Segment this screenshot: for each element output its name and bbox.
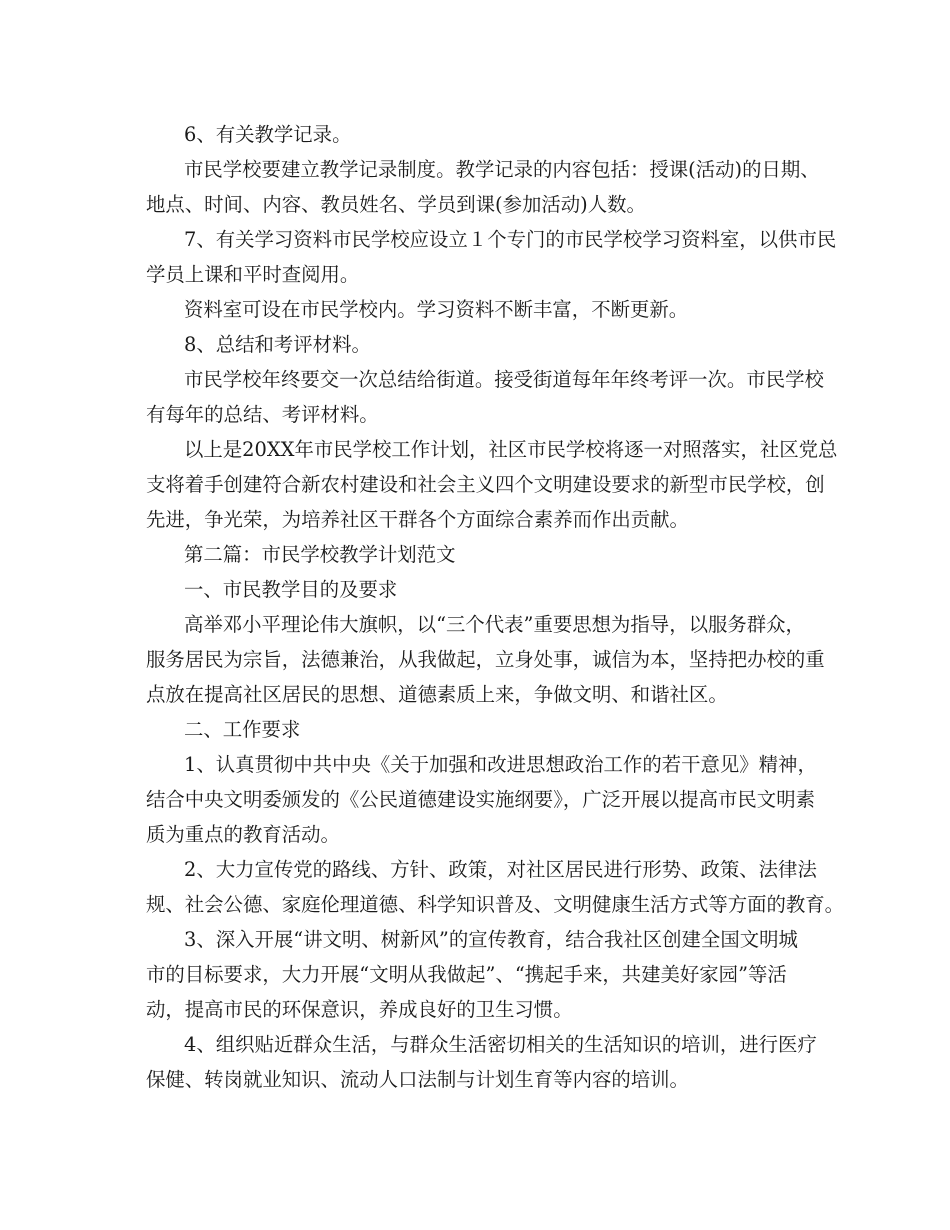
section-heading: 第二篇：市民学校教学计划范文 xyxy=(184,543,456,566)
text-line: 市民学校要建立教学记录制度。教学记录的内容包括：授课(活动)的日期、 xyxy=(184,158,820,181)
text-line: 学员上课和平时查阅用。 xyxy=(146,263,360,286)
text-line: 保健、转岗就业知识、流动人口法制与计划生育等内容的培训。 xyxy=(146,1068,689,1091)
text-line: 7、有关学习资料市民学校应设立１个专门的市民学校学习资料室，以供市民 xyxy=(184,228,837,251)
text-line: 规、社会公德、家庭伦理道德、科学知识普及、文明健康生活方式等方面的教育。 xyxy=(146,893,845,916)
text-line: 点放在提高社区居民的思想、道德素质上来，争做文明、和谐社区。 xyxy=(146,683,728,706)
text-line: 以上是20XX年市民学校工作计划，社区市民学校将逐一对照落实，社区党总 xyxy=(184,438,838,461)
subsection-heading: 一、市民教学目的及要求 xyxy=(184,578,398,601)
text-line: 2、大力宣传党的路线、方针、政策，对社区居民进行形势、政策、法律法 xyxy=(184,858,817,881)
text-line: 6、有关教学记录。 xyxy=(184,123,352,146)
subsection-heading: 二、工作要求 xyxy=(184,718,301,741)
text-line: 先进，争光荣，为培养社区干群各个方面综合素养而作出贡献。 xyxy=(146,508,689,531)
text-line: 1、认真贯彻中共中央《关于加强和改进思想政治工作的若干意见》精神， xyxy=(184,753,817,776)
text-line: 市民学校年终要交一次总结给街道。接受街道每年年终考评一次。市民学校 xyxy=(184,368,824,391)
text-line: 质为重点的教育活动。 xyxy=(146,823,340,846)
text-line: 结合中央文明委颁发的《公民道德建设实施纲要》，广泛开展以提高市民文明素 xyxy=(146,788,815,811)
text-line: 3、深入开展“讲文明、树新风”的宣传教育，结合我社区创建全国文明城 xyxy=(184,928,798,951)
text-line: 4、组织贴近群众生活，与群众生活密切相关的生活知识的培训，进行医疗 xyxy=(184,1033,817,1056)
text-line: 有每年的总结、考评材料。 xyxy=(146,403,379,426)
text-line: 市的目标要求，大力开展“文明从我做起”、“携起手来，共建美好家园”等活 xyxy=(146,963,787,986)
text-line: 资料室可设在市民学校内。学习资料不断丰富，不断更新。 xyxy=(184,298,689,321)
text-line: 高举邓小平理论伟大旗帜，以“三个代表”重要思想为指导，以服务群众， xyxy=(184,613,805,636)
text-line: 地点、时间、内容、教员姓名、学员到课(参加活动)人数。 xyxy=(146,193,646,216)
text-line: 服务居民为宗旨，法德兼治，从我做起，立身处事，诚信为本，坚持把办校的重 xyxy=(146,648,825,671)
text-line: 8、总结和考评材料。 xyxy=(184,333,371,356)
text-line: 动，提高市民的环保意识，养成良好的卫生习惯。 xyxy=(146,998,573,1021)
text-line: 支将着手创建符合新农村建设和社会主义四个文明建设要求的新型市民学校，创 xyxy=(146,473,825,496)
